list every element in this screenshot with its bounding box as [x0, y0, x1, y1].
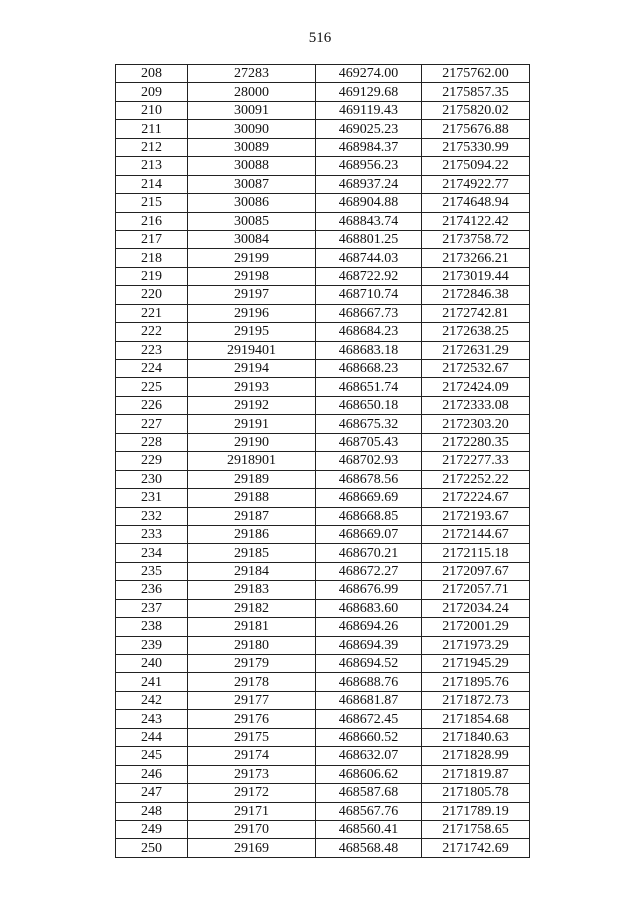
row-index-cell: 209 — [116, 83, 188, 101]
x-coordinate-cell: 468660.52 — [316, 728, 422, 746]
x-coordinate-cell: 468684.23 — [316, 323, 422, 341]
table-row — [116, 175, 530, 193]
y-coordinate-cell: 2172097.67 — [422, 562, 530, 580]
y-coordinate-cell: 2171872.73 — [422, 691, 530, 709]
y-coordinate-cell: 2171742.69 — [422, 839, 530, 857]
table-row — [116, 507, 530, 525]
point-id-cell: 29184 — [188, 562, 316, 580]
table-row — [116, 765, 530, 783]
row-index-cell: 231 — [116, 489, 188, 507]
x-coordinate-cell: 468801.25 — [316, 230, 422, 248]
point-id-cell: 29182 — [188, 599, 316, 617]
y-coordinate-cell: 2171854.68 — [422, 710, 530, 728]
row-index-cell: 228 — [116, 433, 188, 451]
table-row — [116, 194, 530, 212]
table-row — [116, 581, 530, 599]
row-index-cell: 226 — [116, 396, 188, 414]
row-index-cell: 210 — [116, 101, 188, 119]
page-number: 516 — [308, 30, 332, 46]
x-coordinate-cell: 468669.69 — [316, 489, 422, 507]
x-coordinate-cell: 468984.37 — [316, 138, 422, 156]
table-row — [116, 433, 530, 451]
row-index-cell: 245 — [116, 747, 188, 765]
point-id-cell: 30085 — [188, 212, 316, 230]
table-row — [116, 747, 530, 765]
table-row — [116, 655, 530, 673]
x-coordinate-cell: 468650.18 — [316, 396, 422, 414]
x-coordinate-cell: 468694.26 — [316, 618, 422, 636]
table-row — [116, 83, 530, 101]
point-id-cell: 29174 — [188, 747, 316, 765]
x-coordinate-cell: 468744.03 — [316, 249, 422, 267]
y-coordinate-cell: 2171805.78 — [422, 784, 530, 802]
point-id-cell: 28000 — [188, 83, 316, 101]
x-coordinate-cell: 468667.73 — [316, 304, 422, 322]
row-index-cell: 237 — [116, 599, 188, 617]
y-coordinate-cell: 2174648.94 — [422, 194, 530, 212]
row-index-cell: 246 — [116, 765, 188, 783]
row-index-cell: 215 — [116, 194, 188, 212]
row-index-cell: 243 — [116, 710, 188, 728]
y-coordinate-cell: 2171828.99 — [422, 747, 530, 765]
row-index-cell: 223 — [116, 341, 188, 359]
table-row — [116, 525, 530, 543]
y-coordinate-cell: 2175857.35 — [422, 83, 530, 101]
table-row — [116, 157, 530, 175]
table-row — [116, 341, 530, 359]
y-coordinate-cell: 2172742.81 — [422, 304, 530, 322]
y-coordinate-cell: 2171789.19 — [422, 802, 530, 820]
x-coordinate-cell: 468681.87 — [316, 691, 422, 709]
table-row — [116, 120, 530, 138]
row-index-cell: 230 — [116, 470, 188, 488]
row-index-cell: 248 — [116, 802, 188, 820]
x-coordinate-cell: 469274.00 — [316, 65, 422, 83]
point-id-cell: 29197 — [188, 286, 316, 304]
row-index-cell: 242 — [116, 691, 188, 709]
row-index-cell: 247 — [116, 784, 188, 802]
y-coordinate-cell: 2174122.42 — [422, 212, 530, 230]
table-row — [116, 599, 530, 617]
row-index-cell: 214 — [116, 175, 188, 193]
row-index-cell: 218 — [116, 249, 188, 267]
x-coordinate-cell: 468676.99 — [316, 581, 422, 599]
row-index-cell: 225 — [116, 378, 188, 396]
point-id-cell: 29175 — [188, 728, 316, 746]
point-id-cell: 29191 — [188, 415, 316, 433]
table-row — [116, 470, 530, 488]
table-row — [116, 673, 530, 691]
point-id-cell: 29193 — [188, 378, 316, 396]
y-coordinate-cell: 2172846.38 — [422, 286, 530, 304]
point-id-cell: 29190 — [188, 433, 316, 451]
row-index-cell: 212 — [116, 138, 188, 156]
table-row — [116, 304, 530, 322]
point-id-cell: 29183 — [188, 581, 316, 599]
table-row — [116, 212, 530, 230]
point-id-cell: 29199 — [188, 249, 316, 267]
y-coordinate-cell: 2172252.22 — [422, 470, 530, 488]
x-coordinate-cell: 468710.74 — [316, 286, 422, 304]
x-coordinate-cell: 468683.18 — [316, 341, 422, 359]
coordinates-table — [115, 64, 530, 858]
table-row — [116, 360, 530, 378]
coordinates-table-body — [116, 65, 530, 858]
row-index-cell: 227 — [116, 415, 188, 433]
point-id-cell: 2919401 — [188, 341, 316, 359]
point-id-cell: 29178 — [188, 673, 316, 691]
point-id-cell: 29173 — [188, 765, 316, 783]
x-coordinate-cell: 468606.62 — [316, 765, 422, 783]
point-id-cell: 29181 — [188, 618, 316, 636]
y-coordinate-cell: 2174922.77 — [422, 175, 530, 193]
row-index-cell: 216 — [116, 212, 188, 230]
table-row — [116, 138, 530, 156]
table-row — [116, 452, 530, 470]
table-row — [116, 820, 530, 838]
row-index-cell: 250 — [116, 839, 188, 857]
x-coordinate-cell: 468672.45 — [316, 710, 422, 728]
row-index-cell: 222 — [116, 323, 188, 341]
x-coordinate-cell: 468843.74 — [316, 212, 422, 230]
point-id-cell: 30084 — [188, 230, 316, 248]
point-id-cell: 29169 — [188, 839, 316, 857]
table-row — [116, 378, 530, 396]
table-row — [116, 396, 530, 414]
row-index-cell: 219 — [116, 267, 188, 285]
y-coordinate-cell: 2172631.29 — [422, 341, 530, 359]
y-coordinate-cell: 2171973.29 — [422, 636, 530, 654]
x-coordinate-cell: 469119.43 — [316, 101, 422, 119]
point-id-cell: 29180 — [188, 636, 316, 654]
x-coordinate-cell: 468694.52 — [316, 655, 422, 673]
table-row — [116, 728, 530, 746]
y-coordinate-cell: 2172277.33 — [422, 452, 530, 470]
x-coordinate-cell: 468668.23 — [316, 360, 422, 378]
row-index-cell: 213 — [116, 157, 188, 175]
point-id-cell: 29187 — [188, 507, 316, 525]
y-coordinate-cell: 2172034.24 — [422, 599, 530, 617]
y-coordinate-cell: 2175676.88 — [422, 120, 530, 138]
row-index-cell: 233 — [116, 525, 188, 543]
y-coordinate-cell: 2173758.72 — [422, 230, 530, 248]
point-id-cell: 29170 — [188, 820, 316, 838]
point-id-cell: 30087 — [188, 175, 316, 193]
x-coordinate-cell: 468722.92 — [316, 267, 422, 285]
y-coordinate-cell: 2175762.00 — [422, 65, 530, 83]
table-row — [116, 710, 530, 728]
y-coordinate-cell: 2173266.21 — [422, 249, 530, 267]
x-coordinate-cell: 468705.43 — [316, 433, 422, 451]
point-id-cell: 29185 — [188, 544, 316, 562]
row-index-cell: 217 — [116, 230, 188, 248]
x-coordinate-cell: 468956.23 — [316, 157, 422, 175]
x-coordinate-cell: 468587.68 — [316, 784, 422, 802]
row-index-cell: 235 — [116, 562, 188, 580]
point-id-cell: 29188 — [188, 489, 316, 507]
x-coordinate-cell: 468560.41 — [316, 820, 422, 838]
x-coordinate-cell: 469129.68 — [316, 83, 422, 101]
y-coordinate-cell: 2172280.35 — [422, 433, 530, 451]
y-coordinate-cell: 2172057.71 — [422, 581, 530, 599]
point-id-cell: 30086 — [188, 194, 316, 212]
table-row — [116, 618, 530, 636]
row-index-cell: 221 — [116, 304, 188, 322]
row-index-cell: 240 — [116, 655, 188, 673]
x-coordinate-cell: 469025.23 — [316, 120, 422, 138]
point-id-cell: 2918901 — [188, 452, 316, 470]
point-id-cell: 29196 — [188, 304, 316, 322]
y-coordinate-cell: 2175094.22 — [422, 157, 530, 175]
x-coordinate-cell: 468678.56 — [316, 470, 422, 488]
row-index-cell: 238 — [116, 618, 188, 636]
x-coordinate-cell: 468937.24 — [316, 175, 422, 193]
table-row — [116, 101, 530, 119]
row-index-cell: 236 — [116, 581, 188, 599]
x-coordinate-cell: 468668.85 — [316, 507, 422, 525]
table-row — [116, 230, 530, 248]
point-id-cell: 30089 — [188, 138, 316, 156]
y-coordinate-cell: 2175330.99 — [422, 138, 530, 156]
table-row — [116, 415, 530, 433]
row-index-cell: 232 — [116, 507, 188, 525]
point-id-cell: 30090 — [188, 120, 316, 138]
y-coordinate-cell: 2172333.08 — [422, 396, 530, 414]
y-coordinate-cell: 2172532.67 — [422, 360, 530, 378]
y-coordinate-cell: 2171895.76 — [422, 673, 530, 691]
row-index-cell: 211 — [116, 120, 188, 138]
y-coordinate-cell: 2172303.20 — [422, 415, 530, 433]
y-coordinate-cell: 2173019.44 — [422, 267, 530, 285]
point-id-cell: 29198 — [188, 267, 316, 285]
point-id-cell: 29177 — [188, 691, 316, 709]
point-id-cell: 29195 — [188, 323, 316, 341]
row-index-cell: 224 — [116, 360, 188, 378]
y-coordinate-cell: 2172193.67 — [422, 507, 530, 525]
row-index-cell: 208 — [116, 65, 188, 83]
x-coordinate-cell: 468683.60 — [316, 599, 422, 617]
row-index-cell: 241 — [116, 673, 188, 691]
table-row — [116, 323, 530, 341]
table-row — [116, 65, 530, 83]
x-coordinate-cell: 468670.21 — [316, 544, 422, 562]
x-coordinate-cell: 468632.07 — [316, 747, 422, 765]
point-id-cell: 29179 — [188, 655, 316, 673]
point-id-cell: 30088 — [188, 157, 316, 175]
row-index-cell: 220 — [116, 286, 188, 304]
row-index-cell: 249 — [116, 820, 188, 838]
table-row — [116, 691, 530, 709]
x-coordinate-cell: 468675.32 — [316, 415, 422, 433]
point-id-cell: 29194 — [188, 360, 316, 378]
row-index-cell: 239 — [116, 636, 188, 654]
x-coordinate-cell: 468568.48 — [316, 839, 422, 857]
point-id-cell: 29186 — [188, 525, 316, 543]
y-coordinate-cell: 2171945.29 — [422, 655, 530, 673]
y-coordinate-cell: 2171840.63 — [422, 728, 530, 746]
point-id-cell: 29189 — [188, 470, 316, 488]
table-row — [116, 544, 530, 562]
table-row — [116, 249, 530, 267]
x-coordinate-cell: 468672.27 — [316, 562, 422, 580]
x-coordinate-cell: 468904.88 — [316, 194, 422, 212]
point-id-cell: 30091 — [188, 101, 316, 119]
row-index-cell: 244 — [116, 728, 188, 746]
table-row — [116, 784, 530, 802]
x-coordinate-cell: 468669.07 — [316, 525, 422, 543]
row-index-cell: 234 — [116, 544, 188, 562]
x-coordinate-cell: 468567.76 — [316, 802, 422, 820]
point-id-cell: 29192 — [188, 396, 316, 414]
table-row — [116, 636, 530, 654]
table-row — [116, 562, 530, 580]
y-coordinate-cell: 2172115.18 — [422, 544, 530, 562]
point-id-cell: 29171 — [188, 802, 316, 820]
point-id-cell: 29172 — [188, 784, 316, 802]
table-row — [116, 267, 530, 285]
table-row — [116, 802, 530, 820]
y-coordinate-cell: 2172144.67 — [422, 525, 530, 543]
x-coordinate-cell: 468702.93 — [316, 452, 422, 470]
point-id-cell: 29176 — [188, 710, 316, 728]
y-coordinate-cell: 2172001.29 — [422, 618, 530, 636]
y-coordinate-cell: 2172638.25 — [422, 323, 530, 341]
y-coordinate-cell: 2172424.09 — [422, 378, 530, 396]
y-coordinate-cell: 2175820.02 — [422, 101, 530, 119]
y-coordinate-cell: 2171819.87 — [422, 765, 530, 783]
x-coordinate-cell: 468651.74 — [316, 378, 422, 396]
point-id-cell: 27283 — [188, 65, 316, 83]
table-row — [116, 286, 530, 304]
x-coordinate-cell: 468688.76 — [316, 673, 422, 691]
table-row — [116, 839, 530, 857]
y-coordinate-cell: 2172224.67 — [422, 489, 530, 507]
table-row — [116, 489, 530, 507]
y-coordinate-cell: 2171758.65 — [422, 820, 530, 838]
row-index-cell: 229 — [116, 452, 188, 470]
x-coordinate-cell: 468694.39 — [316, 636, 422, 654]
